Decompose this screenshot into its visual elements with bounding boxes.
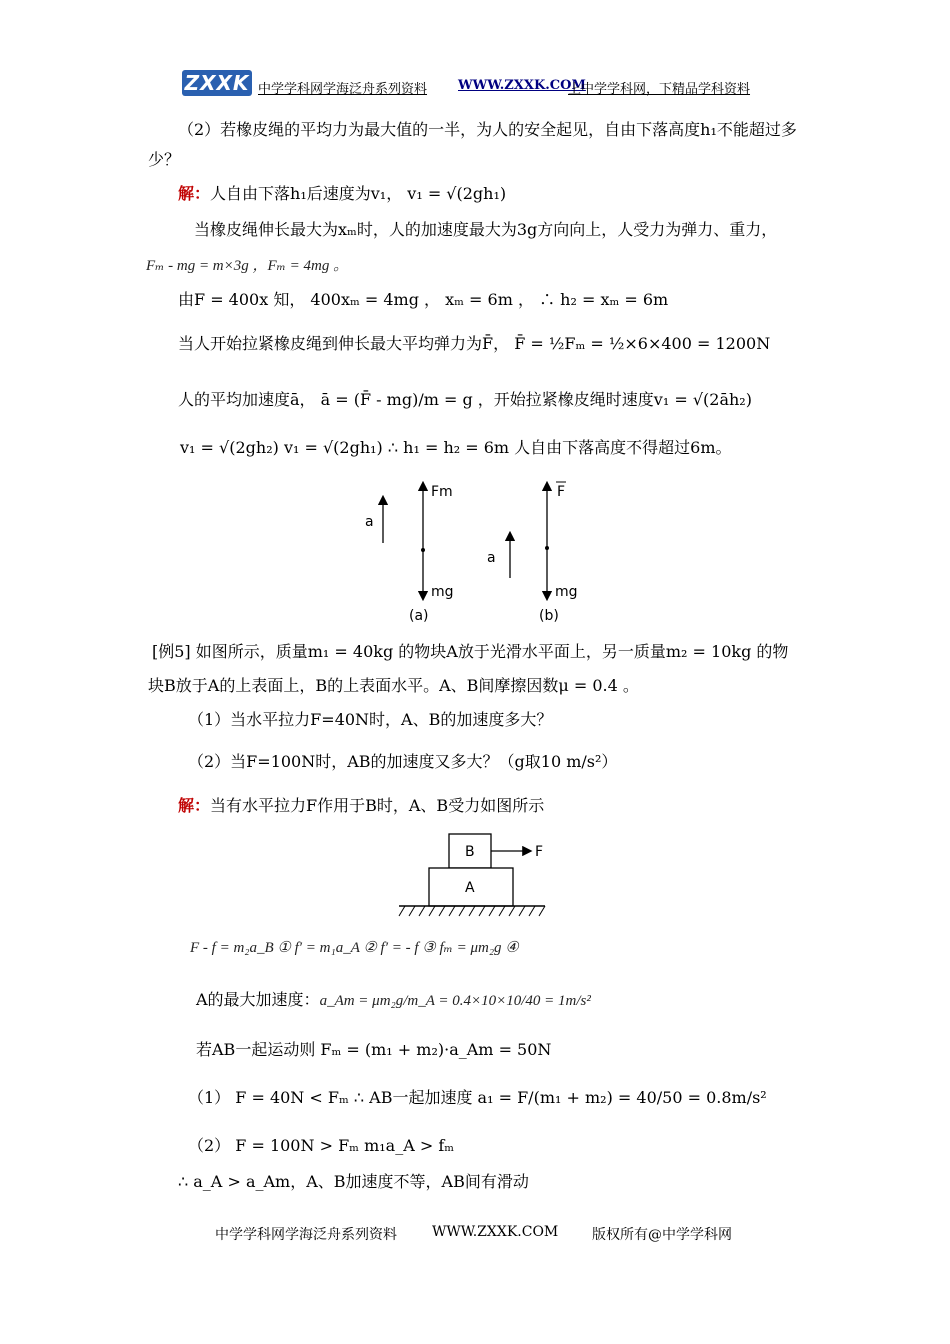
footer-copyright: 版权所有@中学学科网 bbox=[592, 1227, 732, 1243]
example5-solution bbox=[178, 796, 544, 816]
solution-line-2: 当橡皮绳伸长最大为xₘ时，人的加速度最大为3g方向向上，人受力为弹力、重力， bbox=[194, 220, 778, 239]
equation-case-2: （2） F = 100N > Fₘ m₁a_A > fₘ bbox=[188, 1136, 455, 1155]
example5-line1: [例5] 如图所示，质量m₁ = 40kg 的物块A放于光滑水平面上，另一质量m₂ = 10kg 的物 bbox=[152, 642, 789, 661]
zxxk-logo: ZXXK bbox=[182, 70, 252, 96]
label-force-f: F bbox=[535, 844, 544, 860]
caption-b: (b) bbox=[539, 608, 559, 624]
footer-left: 中学学科网学海泛舟系列资料 bbox=[215, 1227, 397, 1243]
label-mg-b: mg bbox=[555, 584, 578, 600]
label-a-accel: a bbox=[365, 514, 374, 530]
max-accel-math: a_Am = μm₂g/m_A = 0.4×10×10/40 = 1m/s² bbox=[319, 993, 591, 1009]
example5-line2: 块B放于A的上表面上，B的上表面水平。A、B间摩擦因数μ = 0.4 。 bbox=[148, 676, 639, 695]
equation-xm: 由F = 400x 知， 400xₘ = 4mg ， xₘ = 6m ， ∴ h₂ = xₘ = 6m bbox=[178, 290, 669, 309]
equation-together: 若AB一起运动则 Fₘ = (m₁ + m₂)·a_Am = 50N bbox=[196, 1040, 552, 1059]
equation-conclusion: v₁ = √(2gh₂) v₁ = √(2gh₁) ∴ h₁ = h₂ = 6m 人自由下落高度不得超过6m。 bbox=[180, 438, 732, 457]
ground-hatching bbox=[399, 906, 545, 916]
solution-line-1 bbox=[178, 184, 506, 204]
max-accel-prefix: A的最大加速度： bbox=[196, 990, 320, 1009]
example5-q1: （1）当水平拉力F=40N时，A、B的加速度多大？ bbox=[188, 710, 553, 729]
footer-url[interactable]: WWW.ZXXK.COM bbox=[432, 1224, 559, 1240]
label-block-b: B bbox=[465, 844, 475, 860]
label-fbar: F bbox=[557, 484, 566, 500]
caption-a: (a) bbox=[409, 608, 429, 624]
solution-label: 解： bbox=[178, 184, 211, 203]
example5-q2: （2）当F=100N时，AB的加速度又多大？（g取10 m/s²） bbox=[188, 752, 618, 771]
label-block-a: A bbox=[465, 880, 475, 896]
label-fm: Fm bbox=[431, 484, 453, 500]
equation-average-accel: 人的平均加速度ā， ā = (F̄ - mg)/m = g ，开始拉紧橡皮绳时速度v₁ = √(2āh₂) bbox=[178, 390, 752, 409]
label-a-accel-b: a bbox=[487, 550, 496, 566]
solution-text-2: 当有水平拉力F作用于B时，A、B受力如图所示 bbox=[210, 796, 545, 815]
question-2-line1: （2）若橡皮绳的平均力为最大值的一半，为人的安全起见，自由下落高度h₁不能超过多 bbox=[178, 120, 797, 139]
equation-conclusion-2: ∴ a_A > a_Am，A、B加速度不等，AB间有滑动 bbox=[178, 1172, 529, 1191]
equation-fm: Fₘ - mg = m×3g ，Fₘ = 4mg 。 bbox=[146, 258, 349, 274]
header-text-left: 中学学科网学海泛舟系列资料 bbox=[258, 82, 428, 97]
equation-case-1: （1） F = 40N < Fₘ ∴ AB一起加速度 a₁ = F/(m₁ + m₂) = 40/50 = 0.8m/s² bbox=[188, 1088, 767, 1107]
header-text-right: 上中学学科网，下精品学科资料 bbox=[568, 82, 751, 97]
equation-set-1: F - f = m₂a_B ① f′ = m₁a_A ② f′ = - f ③ fₘ = μm₂g ④ bbox=[190, 940, 519, 956]
equation-average-force: 当人开始拉紧橡皮绳到伸长最大平均弹力为F̄， F̄ = ½Fₘ = ½×6×400 = 1200N bbox=[178, 334, 771, 353]
equation-max-accel bbox=[196, 990, 591, 1011]
solution-text: 人自由下落h₁后速度为v₁， v₁ = √(2gh₁) bbox=[210, 184, 507, 203]
force-diagram-person bbox=[355, 478, 605, 628]
block-diagram bbox=[395, 828, 555, 920]
question-2-line2: 少？ bbox=[148, 150, 181, 169]
solution-label-2: 解： bbox=[178, 796, 211, 815]
header-url-link[interactable]: WWW.ZXXK.COM bbox=[458, 78, 586, 93]
label-mg-a: mg bbox=[431, 584, 454, 600]
